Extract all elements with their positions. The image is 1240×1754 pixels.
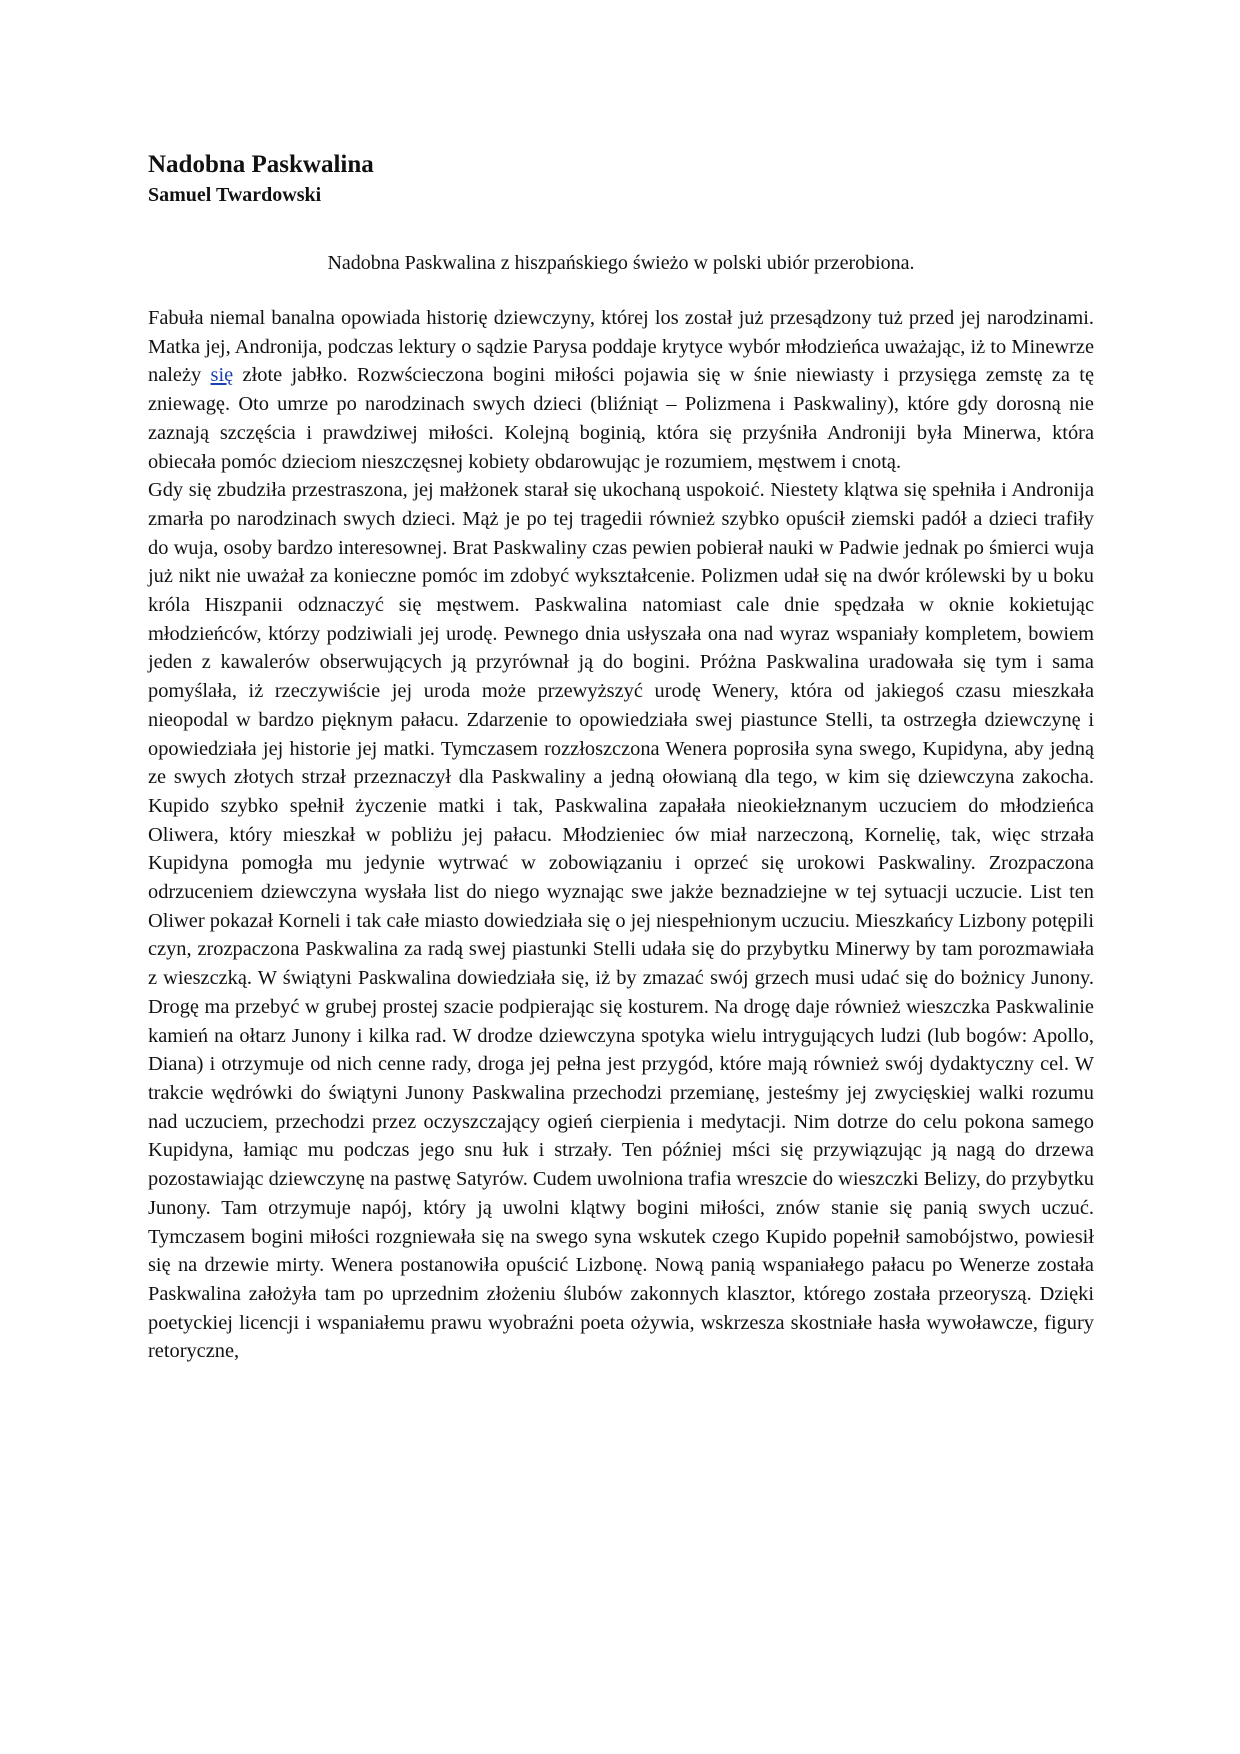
paragraph-1-text-before-link: Fabuła niemal banalna opowiada historię dziewczyny, której los został już przesądzony tuż przed jej narodzinami. Matka jej, Andronija, podczas lektury o sądzie Parysa poddaje krytyce wybór młodzieńca uważając, iż to Minewrze należy [148, 307, 1094, 387]
inline-link-sie[interactable]: się [210, 364, 234, 387]
document-body [148, 304, 1094, 1366]
document-title: Nadobna Paskwalina [148, 151, 374, 178]
document-author: Samuel Twardowski [148, 184, 322, 206]
document-page [148, 150, 1094, 1366]
document-subtitle: Nadobna Paskwalina z hiszpańskiego świeżo w polski ubiór przerobiona. [327, 252, 915, 274]
paragraph-1-text-after-link: złote jabłko. Rozwścieczona bogini miłości pojawia się w śnie niewiasty i przysięga zemstę za tę zniewagę. Oto umrze po narodzinach swych dzieci (bliźniąt – Polizmena i Paskwaliny), które gdy dorosną nie zaznają szczęścia i prawdziwej miłości. Kolejną boginią, która się przyśniła Androniji była Minerwa, która obiecała pomóc dzieciom nieszczęsnej kobiety obdarowując je rozumiem, męstwem i cnotą. [148, 364, 1094, 473]
paragraph-2: Gdy się zbudziła przestraszona, jej małżonek starał się ukochaną uspokoić. Niestety klątwa się spełniła i Andronija zmarła po narodzinach swych dzieci. Mąż je po tej tragedii również szybko opuścił ziemski padół a dzieci trafiły do wuja, osoby bardzo interesownej. Brat Paskwaliny czas pewien pobierał nauki w Padwie jednak po śmierci wuja już nikt nie uważał za konieczne pomóc im zdobyć wykształcenie. Polizmen udał się na dwór królewski by u boku króla Hiszpanii odznaczyć się męstwem. Paskwalina natomiast cale dnie spędzała w oknie kokietując młodzieńców, którzy podziwiali jej urodę. Pewnego dnia usłyszała ona nad wyraz wspaniały kompletem, bowiem jeden z kawalerów obserwujących ją przyrównał ją do bogini. Próżna Paskwalina uradowała się tym i sama pomyślała, iż rzeczywiście jej uroda może przewyższyć urodę Wenery, która od jakiegoś czasu mieszkała nieopodal w bardzo pięknym pałacu. Zdarzenie to opowiedziała swej piastunce Stelli, ta ostrzegła dziewczynę i opowiedziała jej historie jej matki. Tymczasem rozzłoszczona Wenera poprosiła syna swego, Kupidyna, aby jedną ze swych złotych strzał przeznaczył dla Paskwaliny a jedną ołowianą dla tego, w kim się dziewczyna zakocha. Kupido szybko spełnił życzenie matki i tak, Paskwalina zapałała nieokiełznanym uczuciem do młodzieńca Oliwera, który mieszkał w pobliżu jej pałacu. Młodzieniec ów miał narzeczoną, Kornelię, tak, więc strzała Kupidyna pomogła mu jedynie wytrwać w zobowiązaniu i oprzeć się urokowi Paskwaliny. Zrozpaczona odrzuceniem dziewczyna wysłała list do niego wyznając swe jakże beznadziejne w tej sytuacji uczucie. List ten Oliwer pokazał Korneli i tak całe miasto dowiedziała się o jej niespełnionym uczuciu. Mieszkańcy Lizbony potępili czyn, zrozpaczona Paskwalina za radą swej piastunki Stelli udała się do przybytku Minerwy by tam porozmawiała z wieszczką. W świątyni Paskwalina dowiedziała się, iż by zmazać swój grzech musi udać się do bożnicy Junony. Drogę ma przebyć w grubej prostej szacie podpierając się kosturem. Na drogę daje również wieszczka Paskwalinie kamień na ołtarz Junony i kilka rad. W drodze dziewczyna spotyka wielu intrygujących ludzi (lub bogów: Apollo, Diana) i otrzymuje od nich cenne rady, droga jej pełna jest przygód, które mają również swój dydaktyczny cel. W trakcie wędrówki do świątyni Junony Paskwalina przechodzi przemianę, jesteśmy jej zwycięskiej walki rozumu nad uczuciem, przechodzi przez oczyszczający ogień cierpienia i medytacji. Nim dotrze do celu pokona samego Kupidyna, łamiąc mu podczas jego snu łuk i strzały. Ten później mści się przywiązując ją nagą do drzewa pozostawiając dziewczynę na pastwę Satyrów. Cudem uwolniona trafia wreszcie do wieszczki Belizy, do przybytku Junony. Tam otrzymuje napój, który ją uwolni klątwy bogini miłości, znów stanie się panią swych uczuć. Tymczasem bogini miłości rozgniewała się na swego syna wskutek czego Kupido popełnił samobójstwo, powiesił się na drzewie mirty. Wenera postanowiła opuścić Lizbonę. Nową panią wspaniałego pałacu po Wenerze została Paskwalina założyła tam po uprzednim złożeniu ślubów zakonnych klasztor, którego została przeoryszą. Dzięki poetyckiej licencji i wspaniałemu prawu wyobraźni poeta ożywia, wskrzesza skostniałe hasła wywoławcze, figury retoryczne, [148, 479, 1094, 1363]
paragraph-1 [148, 304, 1094, 476]
